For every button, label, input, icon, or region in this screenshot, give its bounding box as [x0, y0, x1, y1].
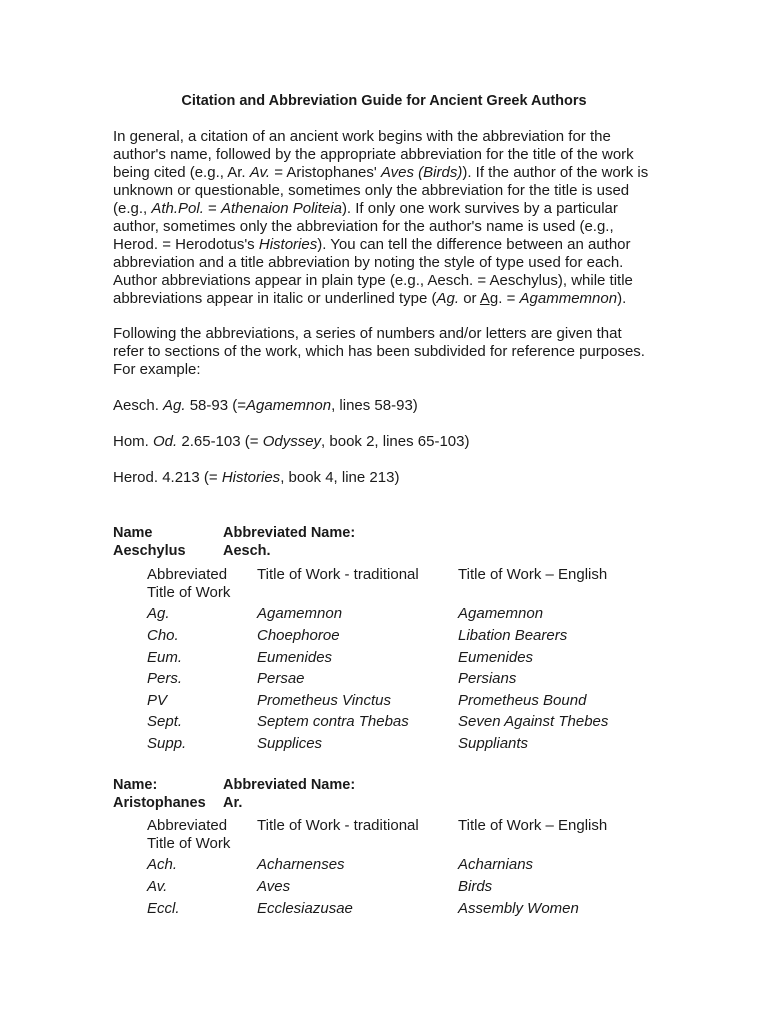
abbr-cell: Sept. [147, 713, 183, 730]
traditional-cell: Aves [257, 878, 291, 895]
following-line: Following the abbreviations, a series of numbers and/or letters are given that [113, 325, 622, 342]
table-row [0, 713, 768, 735]
english-cell: Persians [458, 670, 517, 687]
aeschylus-abbr: Aesch. [223, 543, 271, 559]
aristophanes-name: Aristophanes [113, 795, 206, 811]
intro-line: Author abbreviations appear in plain type (e.g., Aesch. = Aeschylus), while title [113, 272, 633, 289]
document-title: Citation and Abbreviation Guide for Ancient Greek Authors [181, 93, 587, 109]
intro-line: unknown or questionable, sometimes only the abbreviation for the title is used [113, 182, 630, 199]
traditional-cell: Acharnenses [257, 856, 345, 873]
traditional-cell: Eumenides [257, 649, 333, 666]
table-row [0, 735, 768, 757]
traditional-cell: Agamemnon [257, 605, 343, 622]
aeschylus-column-headers [0, 566, 768, 606]
following-line: For example: [113, 361, 201, 378]
english-cell: Libation Bearers [458, 627, 568, 644]
abbr-cell: Av. [147, 878, 168, 895]
example-herod: Herod. 4.213 (= Histories, book 4, line 213) [113, 469, 400, 486]
abbr-cell: Eccl. [147, 900, 180, 917]
column-header-traditional: Title of Work - traditional [257, 566, 419, 583]
column-header-english: Title of Work – English [458, 566, 608, 583]
traditional-cell: Septem contra Thebas [257, 713, 409, 730]
intro-paragraph [113, 128, 673, 308]
aeschylus-name: Aeschylus [113, 543, 186, 559]
abbr-cell: Eum. [147, 649, 183, 666]
english-cell: Eumenides [458, 649, 534, 666]
aeschylus-abbr-label: Abbreviated Name: [223, 525, 356, 541]
english-cell: Assembly Women [458, 900, 579, 917]
table-row [0, 605, 768, 627]
intro-line: abbreviation and a title abbreviation by noting the style of type used for each. [113, 254, 624, 271]
table-row [0, 670, 768, 692]
column-header-traditional: Title of Work - traditional [257, 817, 419, 834]
aristophanes-abbr: Ar. [223, 795, 243, 811]
aristophanes-abbr-label: Abbreviated Name: [223, 777, 356, 793]
table-row [0, 692, 768, 714]
following-line: refer to sections of the work, which has been subdivided for reference purposes. [113, 343, 645, 360]
traditional-cell: Ecclesiazusae [257, 900, 353, 917]
intro-line: being cited (e.g., Ar. Av. = Aristophanes' Aves (Birds)). If the author of the work is [113, 164, 649, 181]
intro-line: In general, a citation of an ancient work begins with the abbreviation for the [113, 128, 611, 145]
english-cell: Acharnians [458, 856, 534, 873]
intro-line: author's name, followed by the appropriate abbreviation for the title of the work [113, 146, 634, 163]
table-row [0, 878, 768, 900]
aeschylus-name-label: Name [113, 525, 153, 541]
english-cell: Agamemnon [458, 605, 544, 622]
abbr-cell: Pers. [147, 670, 183, 687]
table-row [0, 900, 768, 922]
english-cell: Seven Against Thebes [458, 713, 609, 730]
abbr-cell: Ach. [147, 856, 178, 873]
example-hom: Hom. Od. 2.65-103 (= Odyssey, book 2, lines 65-103) [113, 433, 470, 450]
example-aesch: Aesch. Ag. 58-93 (=Agamemnon, lines 58-93) [113, 397, 418, 414]
table-row [0, 627, 768, 649]
following-paragraph [113, 325, 673, 379]
column-header-abbr: Abbreviated Title of Work [147, 566, 231, 601]
traditional-cell: Persae [257, 670, 305, 687]
traditional-cell: Prometheus Vinctus [257, 692, 391, 709]
abbr-cell: Ag. [147, 605, 170, 622]
intro-line: Herod. = Herodotus's Histories). You can tell the difference between an author [113, 236, 631, 253]
english-cell: Birds [458, 878, 493, 895]
aristophanes-column-headers [0, 817, 768, 857]
traditional-cell: Choephoroe [257, 627, 340, 644]
english-cell: Prometheus Bound [458, 692, 587, 709]
english-cell: Suppliants [458, 735, 529, 752]
column-header-english: Title of Work – English [458, 817, 608, 834]
abbr-cell: PV [147, 692, 168, 709]
aristophanes-name-label: Name: [113, 777, 158, 793]
traditional-cell: Supplices [257, 735, 323, 752]
intro-line: (e.g., Ath.Pol. = Athenaion Politeia). If only one work survives by a particular [113, 200, 618, 217]
abbr-cell: Cho. [147, 627, 179, 644]
abbr-cell: Supp. [147, 735, 187, 752]
intro-line: abbreviations appear in italic or underlined type (Ag. or Ag. = Agammemnon). [113, 290, 627, 307]
column-header-abbr: Abbreviated Title of Work [147, 817, 231, 852]
intro-line: author, sometimes only the abbreviation for the author's name is used (e.g., [113, 218, 614, 235]
table-row [0, 856, 768, 878]
table-row [0, 649, 768, 671]
